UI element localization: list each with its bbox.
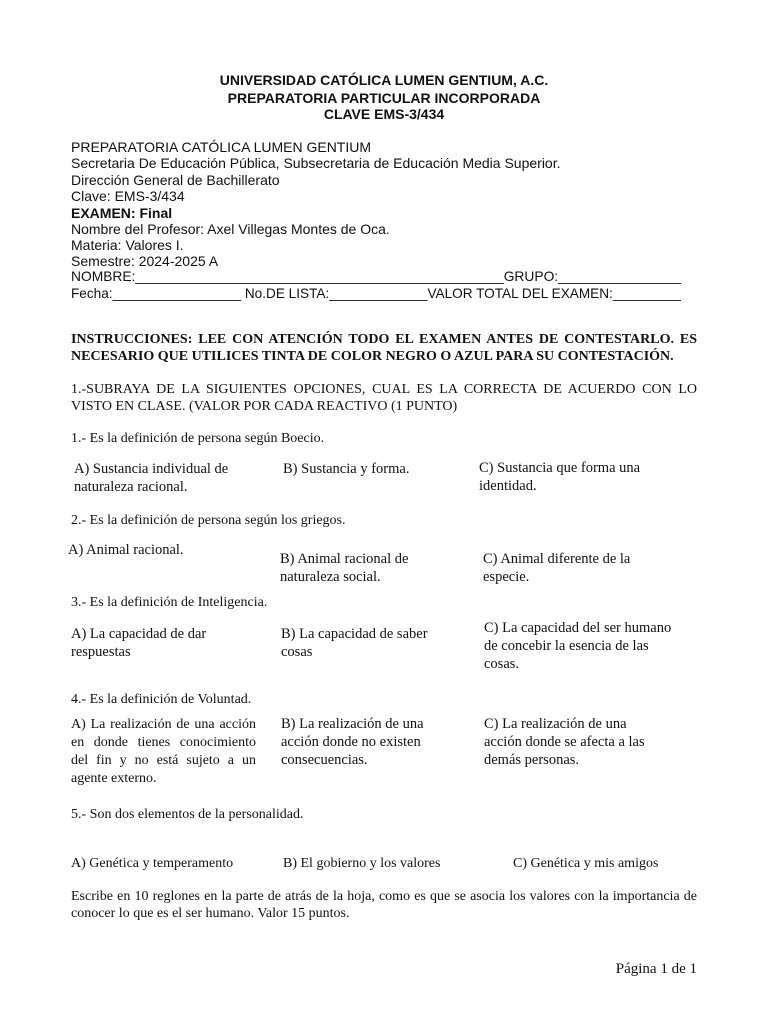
secretaria: Secretaria De Educación Pública, Subsecretaria de Educación Media Superior. bbox=[71, 155, 561, 171]
question-2: 2.- Es la definición de persona según los griegos. bbox=[71, 513, 346, 528]
essay-instructions: Escribe en 10 reglones en la parte de atrás de la hoja, como es que se asocia los valores con la importancia de conocer lo que es el ser humano. Valor 15 puntos. bbox=[71, 889, 697, 921]
semestre: Semestre: 2024-2025 A bbox=[71, 253, 219, 269]
question-5-option-a[interactable]: A) Genética y temperamento bbox=[71, 856, 234, 871]
question-1-option-a[interactable]: A) Sustancia individual de naturaleza racional. bbox=[74, 461, 229, 495]
profesor: Nombre del Profesor: Axel Villegas Montes de Oca. bbox=[71, 221, 390, 237]
question-2-option-a[interactable]: A) Animal racional. bbox=[68, 542, 184, 558]
school-name: PREPARATORIA CATÓLICA LUMEN GENTIUM bbox=[71, 139, 372, 155]
instructions: INSTRUCCIONES: LEE CON ATENCIÓN TODO EL EXAMEN ANTES DE CONTESTARLO. ES NECESARIO QUE UTILICES TINTA DE COLOR NEGRO O AZUL PARA SU CONTESTACIÓN. bbox=[71, 332, 697, 364]
question-1: 1.- Es la definición de persona según Boecio. bbox=[71, 431, 325, 446]
question-5-option-b[interactable]: B) El gobierno y los valores bbox=[283, 856, 441, 871]
question-3-option-c[interactable]: C) La capacidad del ser humano de concebir la esencia de las cosas. bbox=[484, 620, 672, 672]
question-3-option-a[interactable]: A) La capacidad de dar respuestas bbox=[71, 626, 207, 660]
question-4-option-b[interactable]: B) La realización de una acción donde no existen consecuencias. bbox=[281, 716, 424, 768]
header-university: UNIVERSIDAD CATÓLICA LUMEN GENTIUM, A.C. bbox=[219, 72, 549, 88]
question-3-option-b[interactable]: B) La capacidad de saber cosas bbox=[281, 626, 428, 660]
question-5-option-c[interactable]: C) Genética y mis amigos bbox=[513, 856, 659, 871]
question-5: 5.- Son dos elementos de la personalidad. bbox=[71, 807, 304, 822]
section-1-header: 1.-SUBRAYA DE LA SIGUIENTES OPCIONES, CUAL ES LA CORRECTA DE ACUERDO CON LO VISTO EN CLASE. (VALOR POR CADA REACTIVO (1 PUNTO) bbox=[71, 382, 697, 414]
question-1-option-b[interactable]: B) Sustancia y forma. bbox=[283, 461, 410, 477]
question-4: 4.- Es la definición de Voluntad. bbox=[71, 692, 252, 707]
question-4-option-c[interactable]: C) La realización de una acción donde se afecta a las demás personas. bbox=[484, 716, 645, 768]
question-3: 3.- Es la definición de Inteligencia. bbox=[71, 595, 268, 610]
question-2-option-b[interactable]: B) Animal racional de naturaleza social. bbox=[280, 551, 409, 585]
nombre-grupo-line: NOMBRE:________________________________________________GRUPO:________________ bbox=[71, 269, 681, 284]
question-2-option-c[interactable]: C) Animal diferente de la especie. bbox=[483, 551, 631, 585]
question-4-option-a[interactable]: A) La realización de una acción en donde tienes conocimiento del fin y no está sujeto a un agente externo. bbox=[71, 717, 256, 786]
materia: Materia: Valores I. bbox=[71, 237, 184, 253]
clave: Clave: EMS-3/434 bbox=[71, 188, 185, 204]
header-preparatoria: PREPARATORIA PARTICULAR INCORPORADA bbox=[227, 90, 541, 106]
fecha-lista-line: Fecha:_________________ No.DE LISTA:_____________VALOR TOTAL DEL EXAMEN:_________ bbox=[71, 286, 681, 301]
direccion: Dirección General de Bachillerato bbox=[71, 172, 280, 188]
exam-type: EXAMEN: Final bbox=[71, 205, 173, 221]
question-1-option-c[interactable]: C) Sustancia que forma una identidad. bbox=[479, 460, 641, 494]
header-clave: CLAVE EMS-3/434 bbox=[323, 106, 445, 122]
page-number: Página 1 de 1 bbox=[615, 961, 697, 977]
